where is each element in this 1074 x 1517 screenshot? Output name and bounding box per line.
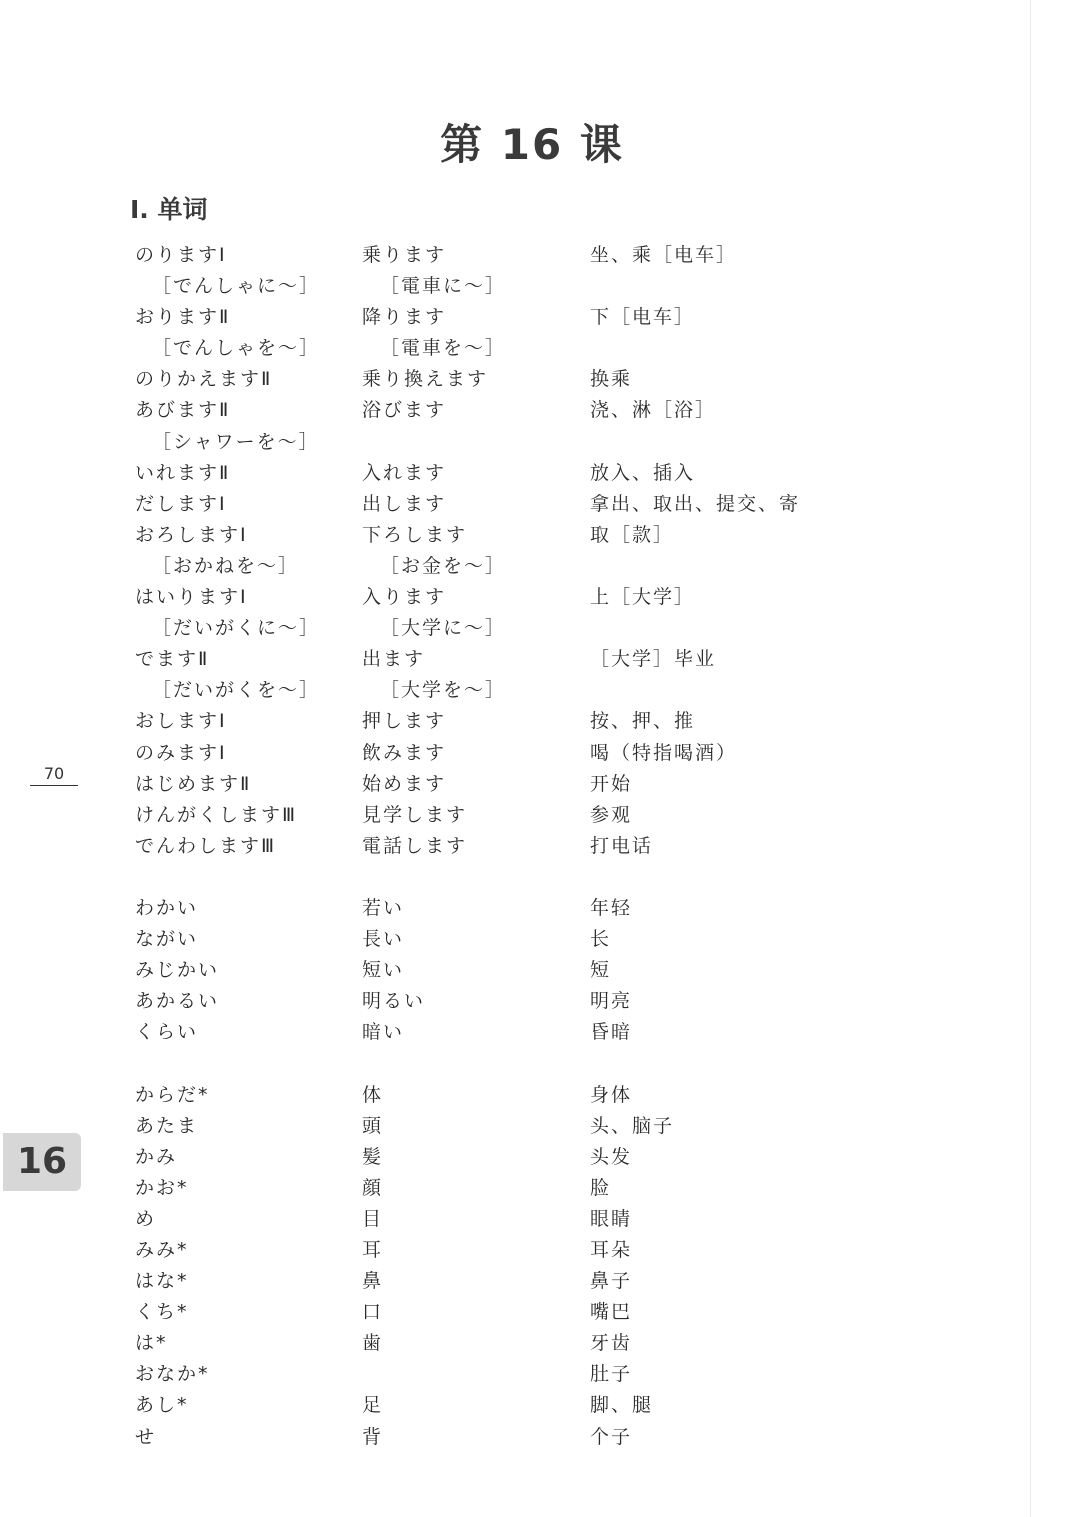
vocab-kanji: 始めます [362,772,447,795]
vocab-kana: ［シャワーを～］ [152,430,320,453]
vocab-kana: みじかい [135,959,220,982]
vocab-kana: かみ [135,1145,178,1168]
vocab-row [0,551,1074,582]
vocab-kanji: 暗い [362,1021,405,1044]
vocab-meaning: 鼻子 [590,1270,633,1293]
vocab-row [0,427,1074,458]
vocab-meaning: 嘴巴 [590,1301,633,1324]
vocab-kanji: 歯 [362,1332,384,1355]
chapter-tab: 16 [3,1133,81,1191]
section-heading: I. 单词 [130,195,208,224]
vocab-kana: いれますⅡ [135,461,231,484]
vocab-kana: くち* [135,1301,189,1324]
vocab-kana: はな* [135,1270,189,1293]
vocab-row [0,395,1074,426]
vocab-row [0,1422,1074,1453]
vocab-kana: は* [135,1332,168,1355]
vocab-row [0,1328,1074,1359]
vocab-kana: はいりますⅠ [135,586,248,609]
vocab-row [0,302,1074,333]
vocab-kana: のりかえますⅡ [135,368,273,391]
vocab-kanji: ［お金を～］ [380,554,507,577]
vocab-kanji: 長い [362,928,405,951]
vocab-kana: みみ* [135,1239,189,1261]
vocab-row [0,489,1074,520]
vocab-row [0,1080,1074,1111]
vocab-meaning: 坐、乘［电车］ [590,244,738,266]
vocab-kanji: 体 [362,1083,384,1106]
vocab-meaning: ［大学］毕业 [590,648,717,671]
vocab-kana: ながい [135,928,199,951]
vocab-row [0,675,1074,706]
vocab-kana: せ [135,1425,157,1448]
vocab-kanji: 乗り換えます [362,368,489,391]
vocab-kana: わかい [135,896,199,919]
vocab-row [0,520,1074,551]
vocab-row [0,364,1074,395]
vocab-kanji: 降ります [362,306,447,329]
vocab-meaning: 脸 [590,1176,612,1199]
vocab-kanji: 飲みます [362,741,447,764]
vocab-meaning: 参观 [590,803,633,826]
vocab-kanji: 頭 [362,1114,384,1137]
vocab-meaning: 开始 [590,772,633,795]
vocab-kanji: 押します [362,710,447,733]
vocab-kana: ［でんしゃに～］ [152,275,321,298]
vocab-row [0,613,1074,644]
vocab-kana: おりますⅡ [135,306,231,329]
vocab-group-gap [0,862,1074,893]
vocab-kanji: 入れます [362,461,447,484]
vocab-row [0,706,1074,737]
vocab-meaning: 耳朵 [590,1239,633,1261]
vocab-kana: のりますⅠ [135,244,227,266]
vocab-row [0,893,1074,924]
vocab-kanji: ［電車を～］ [380,337,507,360]
vocab-kana: あたま [135,1114,199,1137]
vocab-kanji: 出ます [362,648,426,671]
vocab-kana: だしますⅠ [135,492,227,515]
vocab-meaning: 下［电车］ [590,306,696,329]
vocab-kana: おしますⅠ [135,710,227,733]
vocab-row [0,831,1074,862]
vocab-kana: ［おかねを～］ [152,554,300,577]
vocab-meaning: 个子 [590,1425,633,1448]
vocab-meaning: 长 [590,928,612,951]
vocab-kana: おなか* [135,1363,210,1386]
vocab-kanji: 入ります [362,586,447,609]
vocab-row [0,1111,1074,1142]
vocab-kanji: 鼻 [362,1270,384,1293]
vocab-meaning: 头、脑子 [590,1114,675,1137]
vocab-kanji: 下ろします [362,523,468,546]
vocab-row [0,644,1074,675]
vocab-row [0,271,1074,302]
vocab-row [0,924,1074,955]
vocab-meaning: 上［大学］ [590,586,696,609]
vocab-kana: あかるい [135,990,220,1013]
vocab-row [0,333,1074,364]
vocab-meaning: 放入、插入 [590,461,696,484]
vocab-kanji: 耳 [362,1239,384,1261]
vocab-meaning: 拿出、取出、提交、寄 [590,492,801,515]
vocab-meaning: 肚子 [590,1363,633,1386]
vocab-kana: め [135,1207,157,1230]
vocabulary-list [0,240,1074,1453]
vocab-meaning: 头发 [590,1145,633,1168]
lesson-title: 第 16 课 [440,120,624,169]
vocab-row [0,1204,1074,1235]
vocab-row [0,800,1074,831]
vocab-kanji: 口 [362,1301,384,1324]
vocab-kanji: 出します [362,492,447,515]
vocab-meaning: 眼睛 [590,1207,633,1230]
vocab-kana: のみますⅠ [135,741,227,764]
vocab-row [0,240,1074,271]
vocab-kana: ［だいがくを～］ [152,679,321,702]
vocab-kanji: 若い [362,896,405,919]
vocab-kana: でますⅡ [135,648,210,671]
vocab-kana: でんわしますⅢ [135,834,277,857]
vocab-row [0,1173,1074,1204]
vocab-row [0,769,1074,800]
vocab-row [0,738,1074,769]
vocab-row [0,1235,1074,1266]
vocab-meaning: 昏暗 [590,1021,633,1044]
vocab-row [0,1297,1074,1328]
vocab-meaning: 浇、淋［浴］ [590,399,717,422]
vocab-group-gap [0,1048,1074,1079]
vocab-kanji: 足 [362,1394,384,1417]
vocab-kana: ［だいがくに～］ [152,617,321,640]
vocab-kanji: ［大学に～］ [380,617,507,640]
vocab-meaning: 年轻 [590,896,633,919]
vocab-meaning: 喝（特指喝酒） [590,741,738,764]
page-number: 70 [30,764,78,786]
vocab-meaning: 按、押、推 [590,710,696,733]
vocab-row [0,458,1074,489]
vocab-meaning: 身体 [590,1083,633,1106]
vocab-row [0,986,1074,1017]
vocab-meaning: 换乘 [590,368,633,391]
vocab-kanji: ［大学を～］ [380,679,507,702]
vocab-kana: おろしますⅠ [135,523,248,546]
vocab-row [0,955,1074,986]
vocab-meaning: 短 [590,959,612,982]
vocab-kanji: 背 [362,1425,384,1448]
vocab-kanji: 髪 [362,1145,384,1168]
vocab-meaning: 取［款］ [590,523,675,546]
vocab-kanji: 電話します [362,834,468,857]
vocab-row [0,1266,1074,1297]
vocab-kanji: 短い [362,959,405,982]
vocab-kanji: 目 [362,1207,384,1230]
vocab-row [0,1390,1074,1421]
vocab-meaning: 牙齿 [590,1332,633,1355]
vocab-kanji: 顔 [362,1176,384,1199]
vocab-kana: はじめますⅡ [135,772,252,795]
vocab-meaning: 打电话 [590,834,654,857]
vocab-kana: からだ* [135,1083,210,1106]
vocab-row [0,1359,1074,1390]
vocab-kana: あし* [135,1394,189,1417]
vocab-meaning: 脚、腿 [590,1394,654,1417]
vocab-kana: ［でんしゃを～］ [152,337,321,360]
vocab-kana: あびますⅡ [135,399,231,422]
vocab-row [0,1017,1074,1048]
vocab-kanji: ［電車に～］ [380,275,507,298]
vocab-kanji: 乗ります [362,244,447,266]
vocab-kanji: 見学します [362,803,468,826]
vocab-row [0,1142,1074,1173]
vocab-kana: かお* [135,1176,189,1199]
vocab-row [0,582,1074,613]
vocab-kanji: 明るい [362,990,426,1013]
vocab-meaning: 明亮 [590,990,633,1013]
vocab-kana: くらい [135,1021,199,1044]
vocab-kanji: 浴びます [362,399,447,422]
vocab-kana: けんがくしますⅢ [135,803,298,826]
